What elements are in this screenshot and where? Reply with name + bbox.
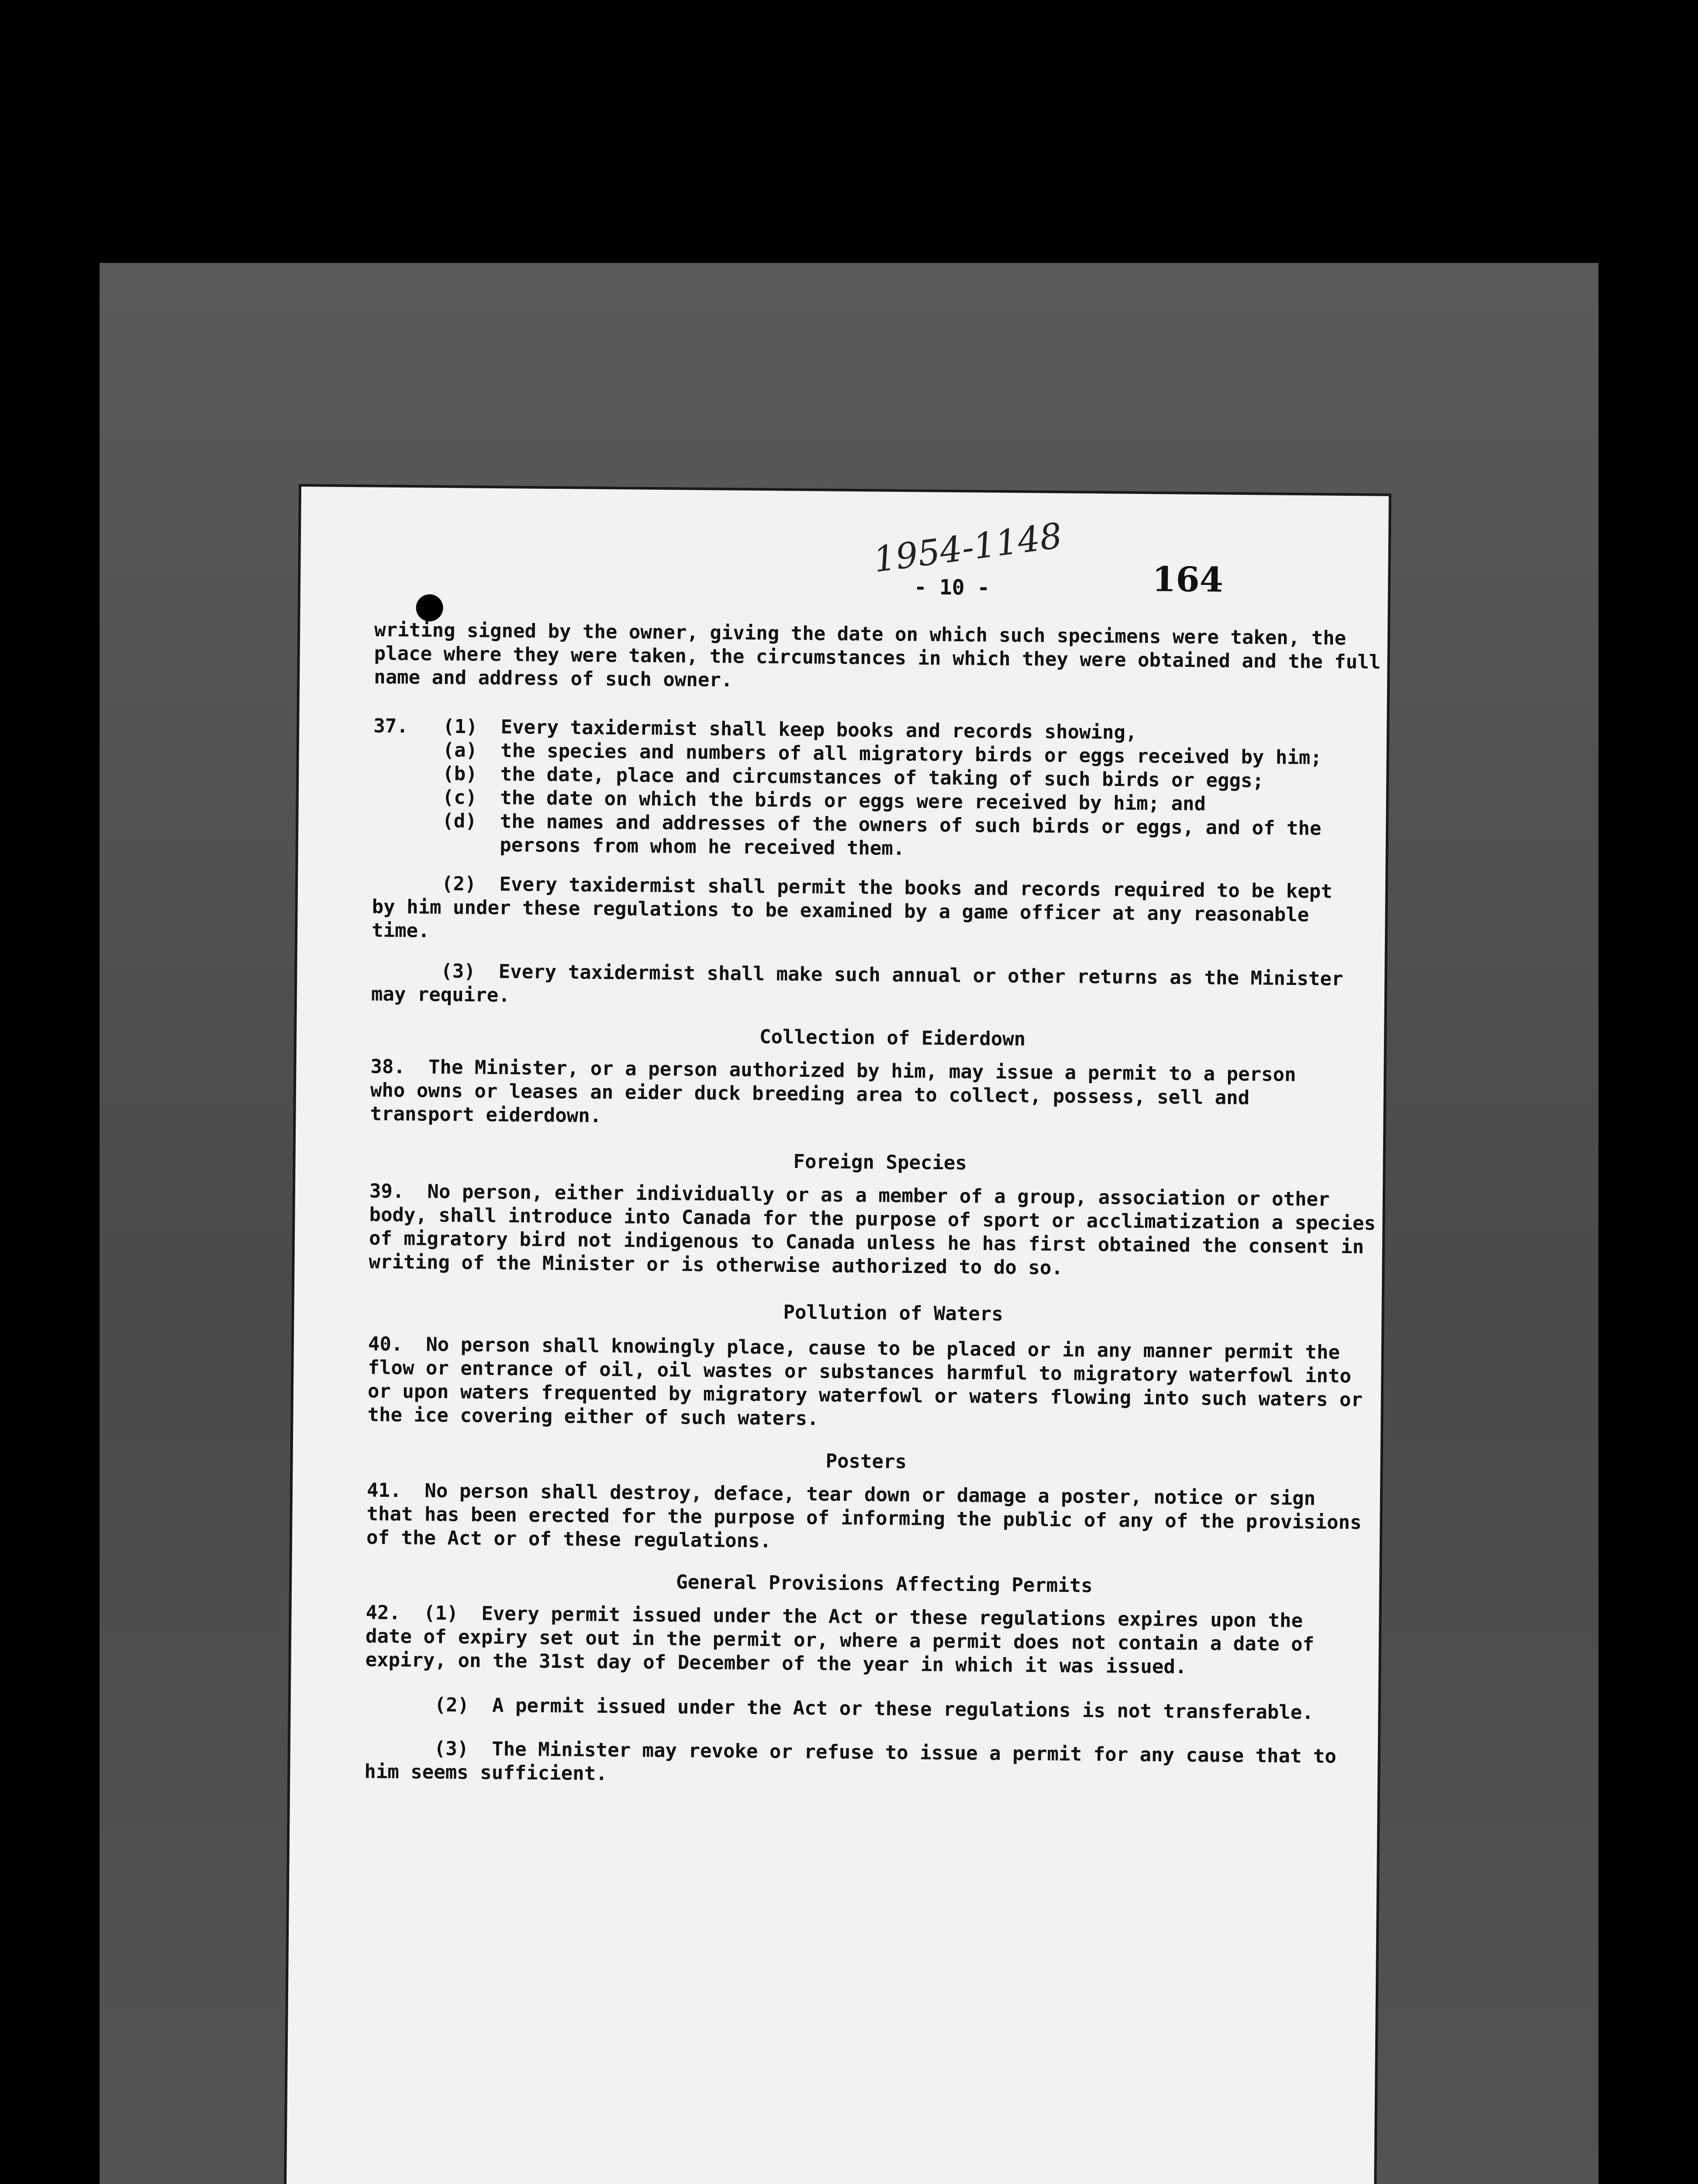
paragraph-38: 38. The Minister, or a person authorized by him, may issue a permit to a person who owns or leases an eider duck breeding area to collect, possess, sell and transport eiderdown. [370, 1055, 1296, 1127]
paragraph-41: 41. No person shall destroy, deface, tear down or damage a poster, notice or sign that has been erected for the purpose of informing the public of any of the provisions of the Act or of these regulations. [366, 1479, 1362, 1552]
page-number: - 10 - [914, 575, 990, 600]
paragraph-42-1: 42. (1) Every permit issued under the Act or these regulations expires upon the date of expiry set out in the permit or, where a permit does not contain a date of expiry, on the 31st day of December of the year in which it was issued. [365, 1601, 1315, 1678]
paragraph-37-1: 37. (1) Every taxidermist shall keep books and records showing, (a) the species and numbers of all migratory birds or eggs received by him; (b) the date, place and circumstances of taking of such birds or eggs; (c) the date on which the birds or eggs were received by him; and (d) the names and addresses of the owners of such birds or eggs, and of the persons from whom he received them. [372, 715, 1322, 860]
paragraph-42-3: (3) The Minister may revoke or refuse to issue a permit for any cause that to him seems sufficient. [364, 1737, 1337, 1785]
stamp-number: 164 [1152, 560, 1224, 600]
heading-collection-of-eiderdown: Collection of Eiderdown [759, 1026, 1026, 1051]
handwritten-annotation: 1954-1148 [871, 515, 1065, 581]
heading-general-provisions-permits: General Provisions Affecting Permits [676, 1571, 1093, 1597]
paragraph-39: 39. No person, either individually or as a member of a group, association or other body, shall introduce into Canada for the purpose of sport or acclimatization a species of migratory bird not indigenous to Canada unless he has first obtained the consent in writing of the Minister or is otherwise authorized to do so. [369, 1180, 1376, 1279]
punch-hole [416, 594, 443, 622]
document-page [286, 487, 1389, 2184]
paragraph-37-3: (3) Every taxidermist shall make such annual or other returns as the Minister may require. [371, 959, 1343, 1007]
heading-pollution-of-waters: Pollution of Waters [783, 1301, 1004, 1326]
paragraph-intro: writing signed by the owner, giving the date on which such specimens were taken, the place where they were taken, the circumstances in which they were obtained and the full name and address of such owner. [373, 619, 1381, 691]
paragraph-40: 40. No person shall knowingly place, cause to be placed or in any manner permit the flow or entrance of oil, oil wastes or substances harmful to migratory waterfowl into or upon waters frequented by migratory waterfowl or waters flowing into such waters or the ice covering either of such waters. [367, 1333, 1363, 1430]
heading-posters: Posters [825, 1450, 907, 1473]
paragraph-37-2: (2) Every taxidermist shall permit the books and records required to be kept by him under these regulations to be examined by a game officer at any reasonable time. [371, 872, 1332, 942]
paragraph-42-2: (2) A permit issued under the Act or these regulations is not transferable. [365, 1693, 1314, 1724]
heading-foreign-species: Foreign Species [793, 1150, 967, 1175]
